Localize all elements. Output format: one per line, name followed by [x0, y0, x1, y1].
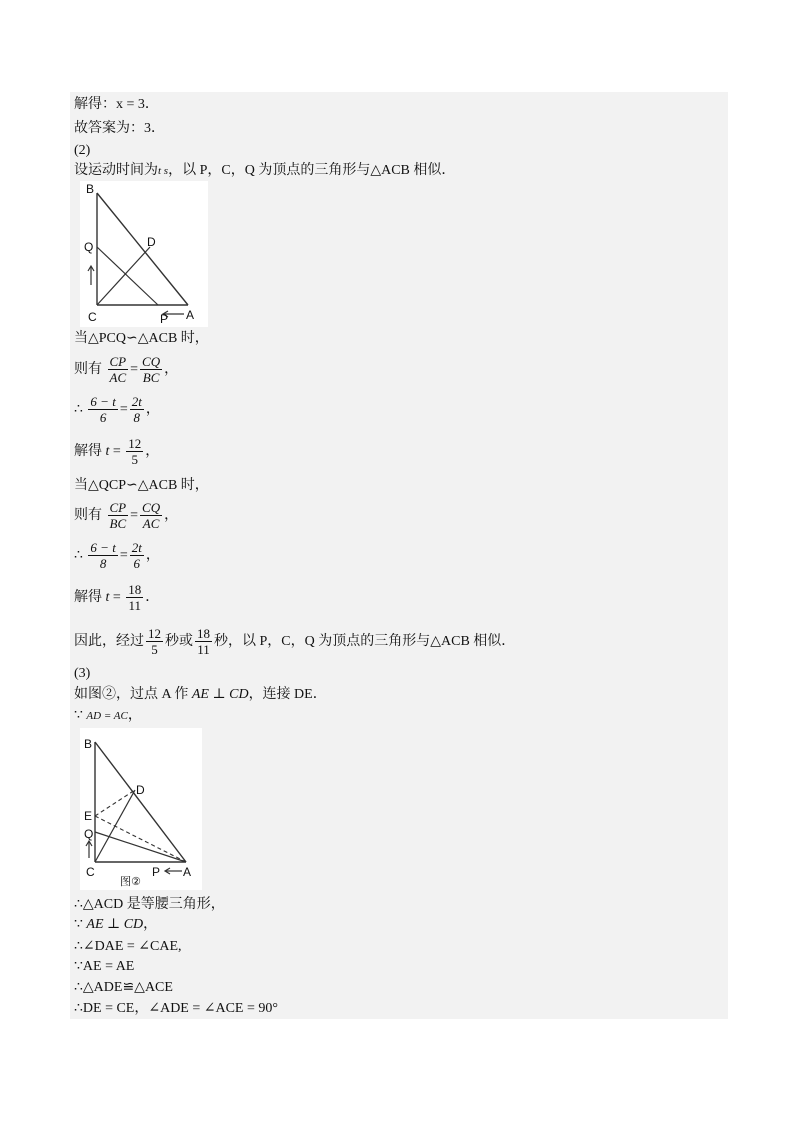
text-line — [74, 624, 515, 660]
text-fragment: 秒或 — [165, 634, 193, 649]
fraction-denominator: BC — [142, 370, 160, 386]
text-line: 当△QCP∽△ACB 时， — [74, 478, 209, 493]
fraction-denominator: AC — [142, 516, 160, 532]
text-line: ∴∠DAE = ∠CAE, — [74, 939, 182, 954]
text-fragment: ， — [127, 708, 142, 723]
text-line: ∴ $\frac{6 - t}{6}$ = $\frac{2t}{8}$ ， — [74, 394, 160, 426]
text-line: 则有 $\frac{CP}{BC}$ = $\frac{CQ}{AC}$ ， — [74, 500, 179, 532]
segment-ea-dashed — [95, 816, 186, 862]
text-line: (2) — [74, 143, 91, 158]
text-fragment: ． — [145, 590, 160, 605]
fraction-numerator: 6 − t — [90, 394, 116, 410]
figure-triangle-2 — [80, 728, 202, 890]
text-fragment: 则有 — [74, 508, 102, 523]
text-fragment: ，以 P，C，Q 为顶点的三角形与△ACB 相似． — [168, 163, 456, 178]
figure-triangle-1 — [80, 181, 208, 327]
fraction-numerator: 12 — [128, 436, 142, 452]
variable-t: t — [105, 444, 110, 459]
segment-cd — [97, 247, 150, 305]
text-line: 解得：x = 3． — [74, 97, 159, 112]
label-a: A — [186, 308, 195, 322]
label-b: B — [86, 182, 95, 196]
text-line: 解得 t = $\frac{12}{5}$ ， — [74, 436, 160, 468]
fraction-denominator: 8 — [99, 556, 107, 572]
text-fragment: ∵ — [74, 917, 83, 932]
text-fragment: 设运动时间为 — [74, 163, 158, 178]
label-c: C — [88, 310, 97, 324]
text-line — [74, 707, 142, 725]
formula: AE ⊥ CD — [86, 917, 144, 932]
fraction-numerator: 12 — [148, 626, 161, 642]
formula: AD = AC — [86, 710, 128, 722]
text-line: 当△PCQ∽△ACB 时， — [74, 331, 209, 346]
label-q: Q — [84, 827, 94, 841]
text-line: 解得 t = $\frac{18}{11}$ ． — [74, 582, 160, 614]
text-fragment: 则有 — [74, 362, 102, 377]
label-d: D — [147, 235, 156, 249]
segment-qp — [97, 247, 158, 305]
label-a: A — [183, 865, 192, 879]
time-variable: t s — [158, 165, 169, 177]
text-line: 故答案为：3． — [74, 121, 165, 136]
fraction-numerator: 18 — [128, 582, 142, 598]
fraction-denominator: 8 — [133, 410, 141, 426]
text-line: (3) — [74, 666, 91, 681]
text-fragment: ， — [145, 548, 160, 563]
text-line — [74, 916, 157, 934]
text-fragment: ∵ — [74, 708, 83, 723]
fraction-numerator: CP — [109, 500, 127, 516]
text-fragment: ∴ — [74, 548, 83, 563]
label-c: C — [86, 865, 95, 879]
label-q: Q — [84, 240, 94, 254]
text-fragment: ， — [143, 917, 158, 932]
text-line: ∴ $\frac{6 - t}{8}$ = $\frac{2t}{6}$ ， — [74, 540, 160, 572]
edge-ab — [97, 193, 188, 305]
segment-qa — [95, 832, 186, 862]
text-fragment: 如图②，过点 A 作 — [74, 687, 189, 702]
fraction-numerator: CQ — [142, 354, 161, 370]
text-fragment: ∴ — [74, 402, 83, 417]
text-line: ∴△ACD 是等腰三角形， — [74, 897, 225, 912]
fraction-denominator: 6 — [99, 410, 107, 426]
text-fragment: ， — [164, 362, 179, 377]
fraction-denominator: 5 — [151, 642, 158, 658]
text-line: 则有 $\frac{CP}{AC}$ = $\frac{CQ}{BC}$ ， — [74, 354, 179, 386]
label-e: E — [84, 809, 93, 823]
text-fragment: 解得 — [74, 444, 102, 459]
text-line: ∴△ADE≌△ACE — [74, 980, 173, 995]
label-b: B — [84, 737, 93, 751]
text-line: ∴DE = CE，∠ADE = ∠ACE = 90° — [74, 1001, 278, 1016]
fraction-denominator: 11 — [128, 598, 142, 614]
text-fragment: ， — [145, 444, 160, 459]
formula: AE ⊥ CD — [191, 687, 249, 702]
fraction-denominator: AC — [109, 370, 127, 386]
fraction-denominator: BC — [109, 516, 127, 532]
fraction-numerator: 18 — [197, 626, 210, 642]
fraction-denominator: 6 — [133, 556, 141, 572]
fraction-denominator: 5 — [131, 452, 139, 468]
text-fragment: 解得 — [74, 590, 102, 605]
text-line — [74, 162, 455, 180]
fraction-numerator: CP — [109, 354, 127, 370]
figure-caption: 图② — [120, 876, 141, 888]
text-line: ∵AE = AE — [74, 959, 135, 974]
label-p: P — [160, 312, 169, 326]
fraction-numerator: 6 − t — [90, 540, 116, 556]
text-fragment: ，连接 DE． — [248, 687, 327, 702]
fraction-numerator: 2t — [131, 540, 142, 556]
fraction-denominator: 11 — [197, 642, 210, 658]
segment-de-dashed — [95, 790, 135, 816]
edge-ab — [95, 742, 186, 862]
label-d: D — [136, 783, 145, 797]
text-fragment: ， — [145, 402, 160, 417]
fraction-numerator: CQ — [142, 500, 161, 516]
text-fragment: ， — [164, 508, 179, 523]
fraction-numerator: 2t — [131, 394, 142, 410]
text-fragment: 秒，以 P，C，Q 为顶点的三角形与△ACB 相似． — [214, 634, 516, 649]
label-p: P — [152, 865, 161, 879]
variable-t: t — [105, 590, 110, 605]
text-fragment: 因此，经过 — [74, 634, 144, 649]
text-line — [74, 686, 327, 704]
